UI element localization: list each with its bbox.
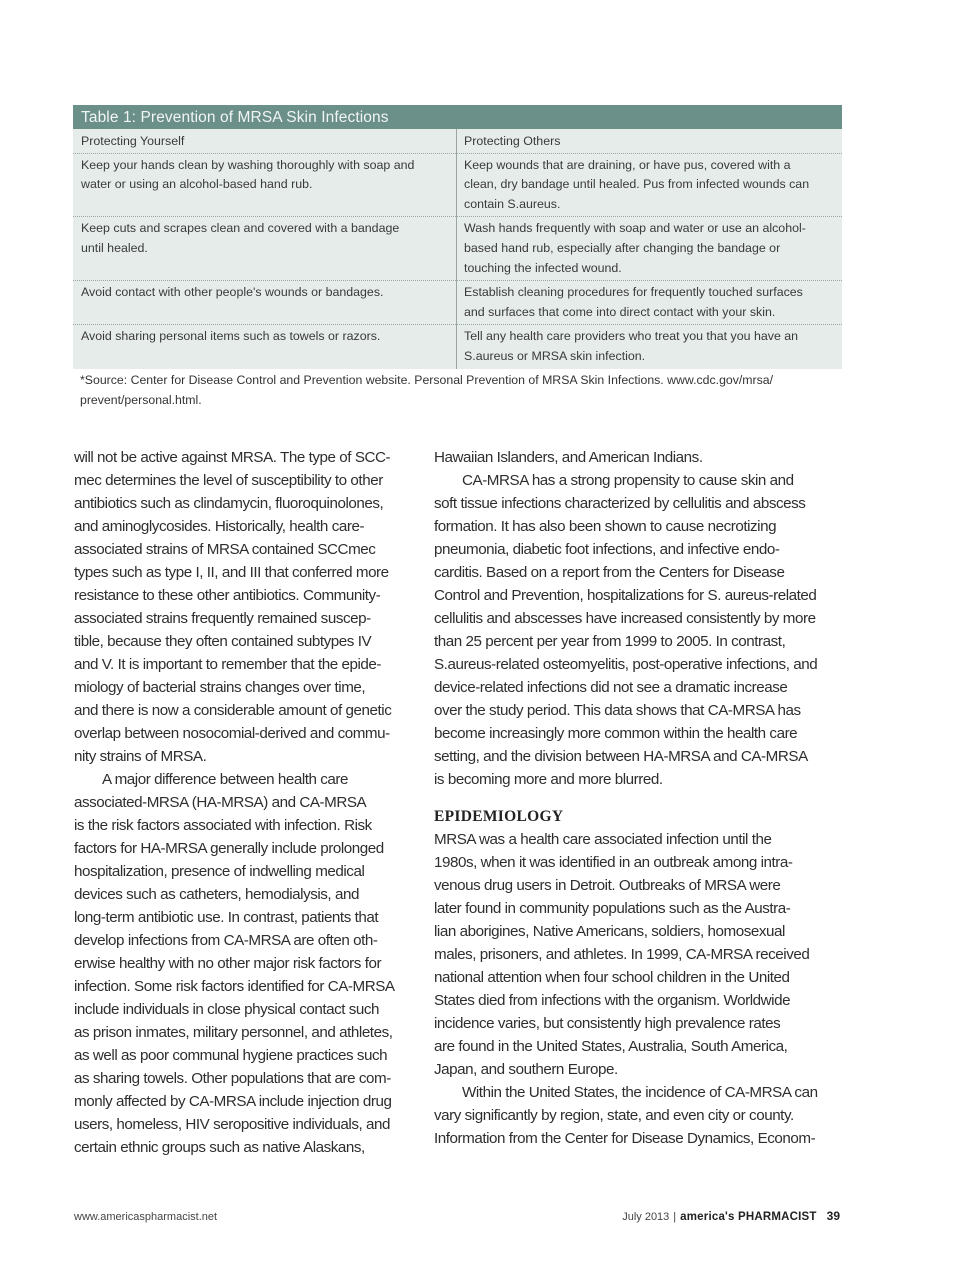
table-header-left: Protecting Yourself	[73, 129, 456, 154]
table-header-right: Protecting Others	[456, 129, 842, 154]
text-line: than 25 percent per year from 1999 to 2005. In contrast,	[434, 633, 786, 650]
text-line: erwise healthy with no other major risk factors for	[74, 955, 382, 972]
text-line: soft tissue infections characterized by cellulitis and abscess	[434, 495, 806, 512]
text-line: cellulitis and abscesses have increased consistently by more	[434, 610, 816, 627]
footer-date: July 2013	[622, 1211, 670, 1223]
text-line: associated-MRSA (HA-MRSA) and CA-MRSA	[74, 794, 367, 811]
text-line: monly affected by CA-MRSA include injection drug	[74, 1093, 392, 1110]
page-number: 39	[826, 1209, 840, 1223]
text-line: later found in community populations such as the Austra-	[434, 900, 791, 917]
text-line: hospitalization, presence of indwelling medical	[74, 863, 365, 880]
footer-separator: |	[673, 1211, 677, 1223]
text-line: types such as type I, II, and III that conferred more	[74, 564, 389, 581]
text-line: infection. Some risk factors identified for CA-MRSA	[74, 978, 395, 995]
table-grid	[73, 129, 842, 369]
text-line: is the risk factors associated with infection. Risk	[74, 817, 372, 834]
text-line: miology of bacterial strains changes over time,	[74, 679, 366, 696]
text-line: is becoming more and more blurred.	[434, 771, 663, 788]
text-line: CA-MRSA has a strong propensity to cause skin and	[462, 472, 794, 489]
text-line: associated strains of MRSA contained SCCmec	[74, 541, 376, 558]
table-cell: Keep your hands clean by washing thoroughly with soap and water or using an alcohol-based hand rub.	[73, 154, 456, 218]
text-line: lian aborigines, Native Americans, soldiers, homosexual	[434, 923, 785, 940]
text-line: associated strains frequently remained suscep-	[74, 610, 371, 627]
table-cell: Keep wounds that are draining, or have pus, covered with a clean, dry bandage until healed. Pus from infected wounds can contain S.aureus.	[456, 154, 842, 218]
table-cell: Tell any health care providers who treat you that you have an S.aureus or MRSA skin infection.	[456, 325, 842, 368]
table-cell: Avoid contact with other people's wounds or bandages.	[73, 281, 456, 325]
text-line: become increasingly more common within the health care	[434, 725, 798, 742]
text-line: device-related infections did not see a dramatic increase	[434, 679, 788, 696]
text-line: national attention when four school children in the United	[434, 969, 790, 986]
text-line: as well as poor communal hygiene practices such	[74, 1047, 388, 1064]
text-line: factors for HA-MRSA generally include prolonged	[74, 840, 384, 857]
text-line: vary significantly by region, state, and even city or county.	[434, 1107, 794, 1124]
text-line: A major difference between health care	[102, 771, 349, 788]
text-line: males, prisoners, and athletes. In 1999, CA-MRSA received	[434, 946, 810, 963]
text-line: carditis. Based on a report from the Centers for Disease	[434, 564, 785, 581]
text-line: Information from the Center for Disease Dynamics, Econom-	[434, 1130, 816, 1147]
text-line: as sharing towels. Other populations that are com-	[74, 1070, 391, 1087]
footer-website[interactable]: www.americaspharmacist.net	[74, 1211, 218, 1223]
text-line: develop infections from CA-MRSA are often oth-	[74, 932, 378, 949]
section-heading-epidemiology: EPIDEMIOLOGY	[434, 808, 564, 825]
text-line: Control and Prevention, hospitalizations for S. aureus-related	[434, 587, 817, 604]
text-line: and aminoglycosides. Historically, health care-	[74, 518, 365, 535]
text-line: will not be active against MRSA. The type of SCC-	[74, 449, 391, 466]
left-column	[74, 446, 418, 1159]
text-line: venous drug users in Detroit. Outbreaks of MRSA were	[434, 877, 781, 894]
text-line: certain ethnic groups such as native Alaskans,	[74, 1139, 365, 1156]
text-line: are found in the United States, Australia, South America,	[434, 1038, 788, 1055]
prevention-table	[73, 105, 842, 369]
footer-issue-info	[622, 1209, 840, 1223]
text-line: long-term antibiotic use. In contrast, patients that	[74, 909, 379, 926]
text-line: Within the United States, the incidence of CA-MRSA can	[462, 1084, 818, 1101]
text-line: as prison inmates, military personnel, and athletes,	[74, 1024, 393, 1041]
text-line: 1980s, when it was identified in an outbreak among intra-	[434, 854, 793, 871]
footer-brand: america's PHARMACIST	[680, 1211, 817, 1223]
table-cell: Establish cleaning procedures for frequently touched surfaces and surfaces that come into direct contact with your skin.	[456, 281, 842, 325]
text-line: nity strains of MRSA.	[74, 748, 207, 765]
table-cell: Avoid sharing personal items such as towels or razors.	[81, 329, 381, 344]
paragraph-gap	[434, 791, 846, 805]
table-cell: Wash hands frequently with soap and water or use an alcohol- based hand rub, especially after changing the bandage or touching the infected wound.	[456, 217, 842, 281]
table-source-note: *Source: Center for Disease Control and Prevention website. Personal Prevention of MRSA Skin Infections. www.cdc.gov/mrsa/ prevent/personal.html.	[80, 373, 774, 407]
text-line: users, homeless, HIV seropositive individuals, and	[74, 1116, 391, 1133]
text-line: over the study period. This data shows that CA-MRSA has	[434, 702, 801, 719]
text-line: Hawaiian Islanders, and American Indians.	[434, 449, 703, 466]
text-line: incidence varies, but consistently high prevalence rates	[434, 1015, 781, 1032]
text-line: setting, and the division between HA-MRSA and CA-MRSA	[434, 748, 808, 765]
text-line: include individuals in close physical contact such	[74, 1001, 380, 1018]
text-line: pneumonia, diabetic foot infections, and infective endo-	[434, 541, 780, 558]
text-line: and V. It is important to remember that the epide-	[74, 656, 382, 673]
table-cell: Keep cuts and scrapes clean and covered with a bandage until healed.	[73, 217, 456, 281]
text-line: States died from infections with the organism. Worldwide	[434, 992, 791, 1009]
text-line: mec determines the level of susceptibility to other	[74, 472, 383, 489]
text-line: overlap between nosocomial-derived and commu-	[74, 725, 390, 742]
text-line: Japan, and southern Europe.	[434, 1061, 618, 1078]
text-line: S.aureus-related osteomyelitis, post-operative infections, and	[434, 656, 818, 673]
right-column	[434, 446, 846, 1150]
text-line: resistance to these other antibiotics. Community-	[74, 587, 381, 604]
text-line: formation. It has also been shown to cause necrotizing	[434, 518, 777, 535]
table-title: Table 1: Prevention of MRSA Skin Infections	[73, 105, 842, 129]
text-line: tible, because they often contained subtypes IV	[74, 633, 372, 650]
text-line: MRSA was a health care associated infection until the	[434, 831, 772, 848]
text-line: and there is now a considerable amount of genetic	[74, 702, 392, 719]
text-line: antibiotics such as clindamycin, fluoroquinolones,	[74, 495, 384, 512]
text-line: devices such as catheters, hemodialysis, and	[74, 886, 359, 903]
